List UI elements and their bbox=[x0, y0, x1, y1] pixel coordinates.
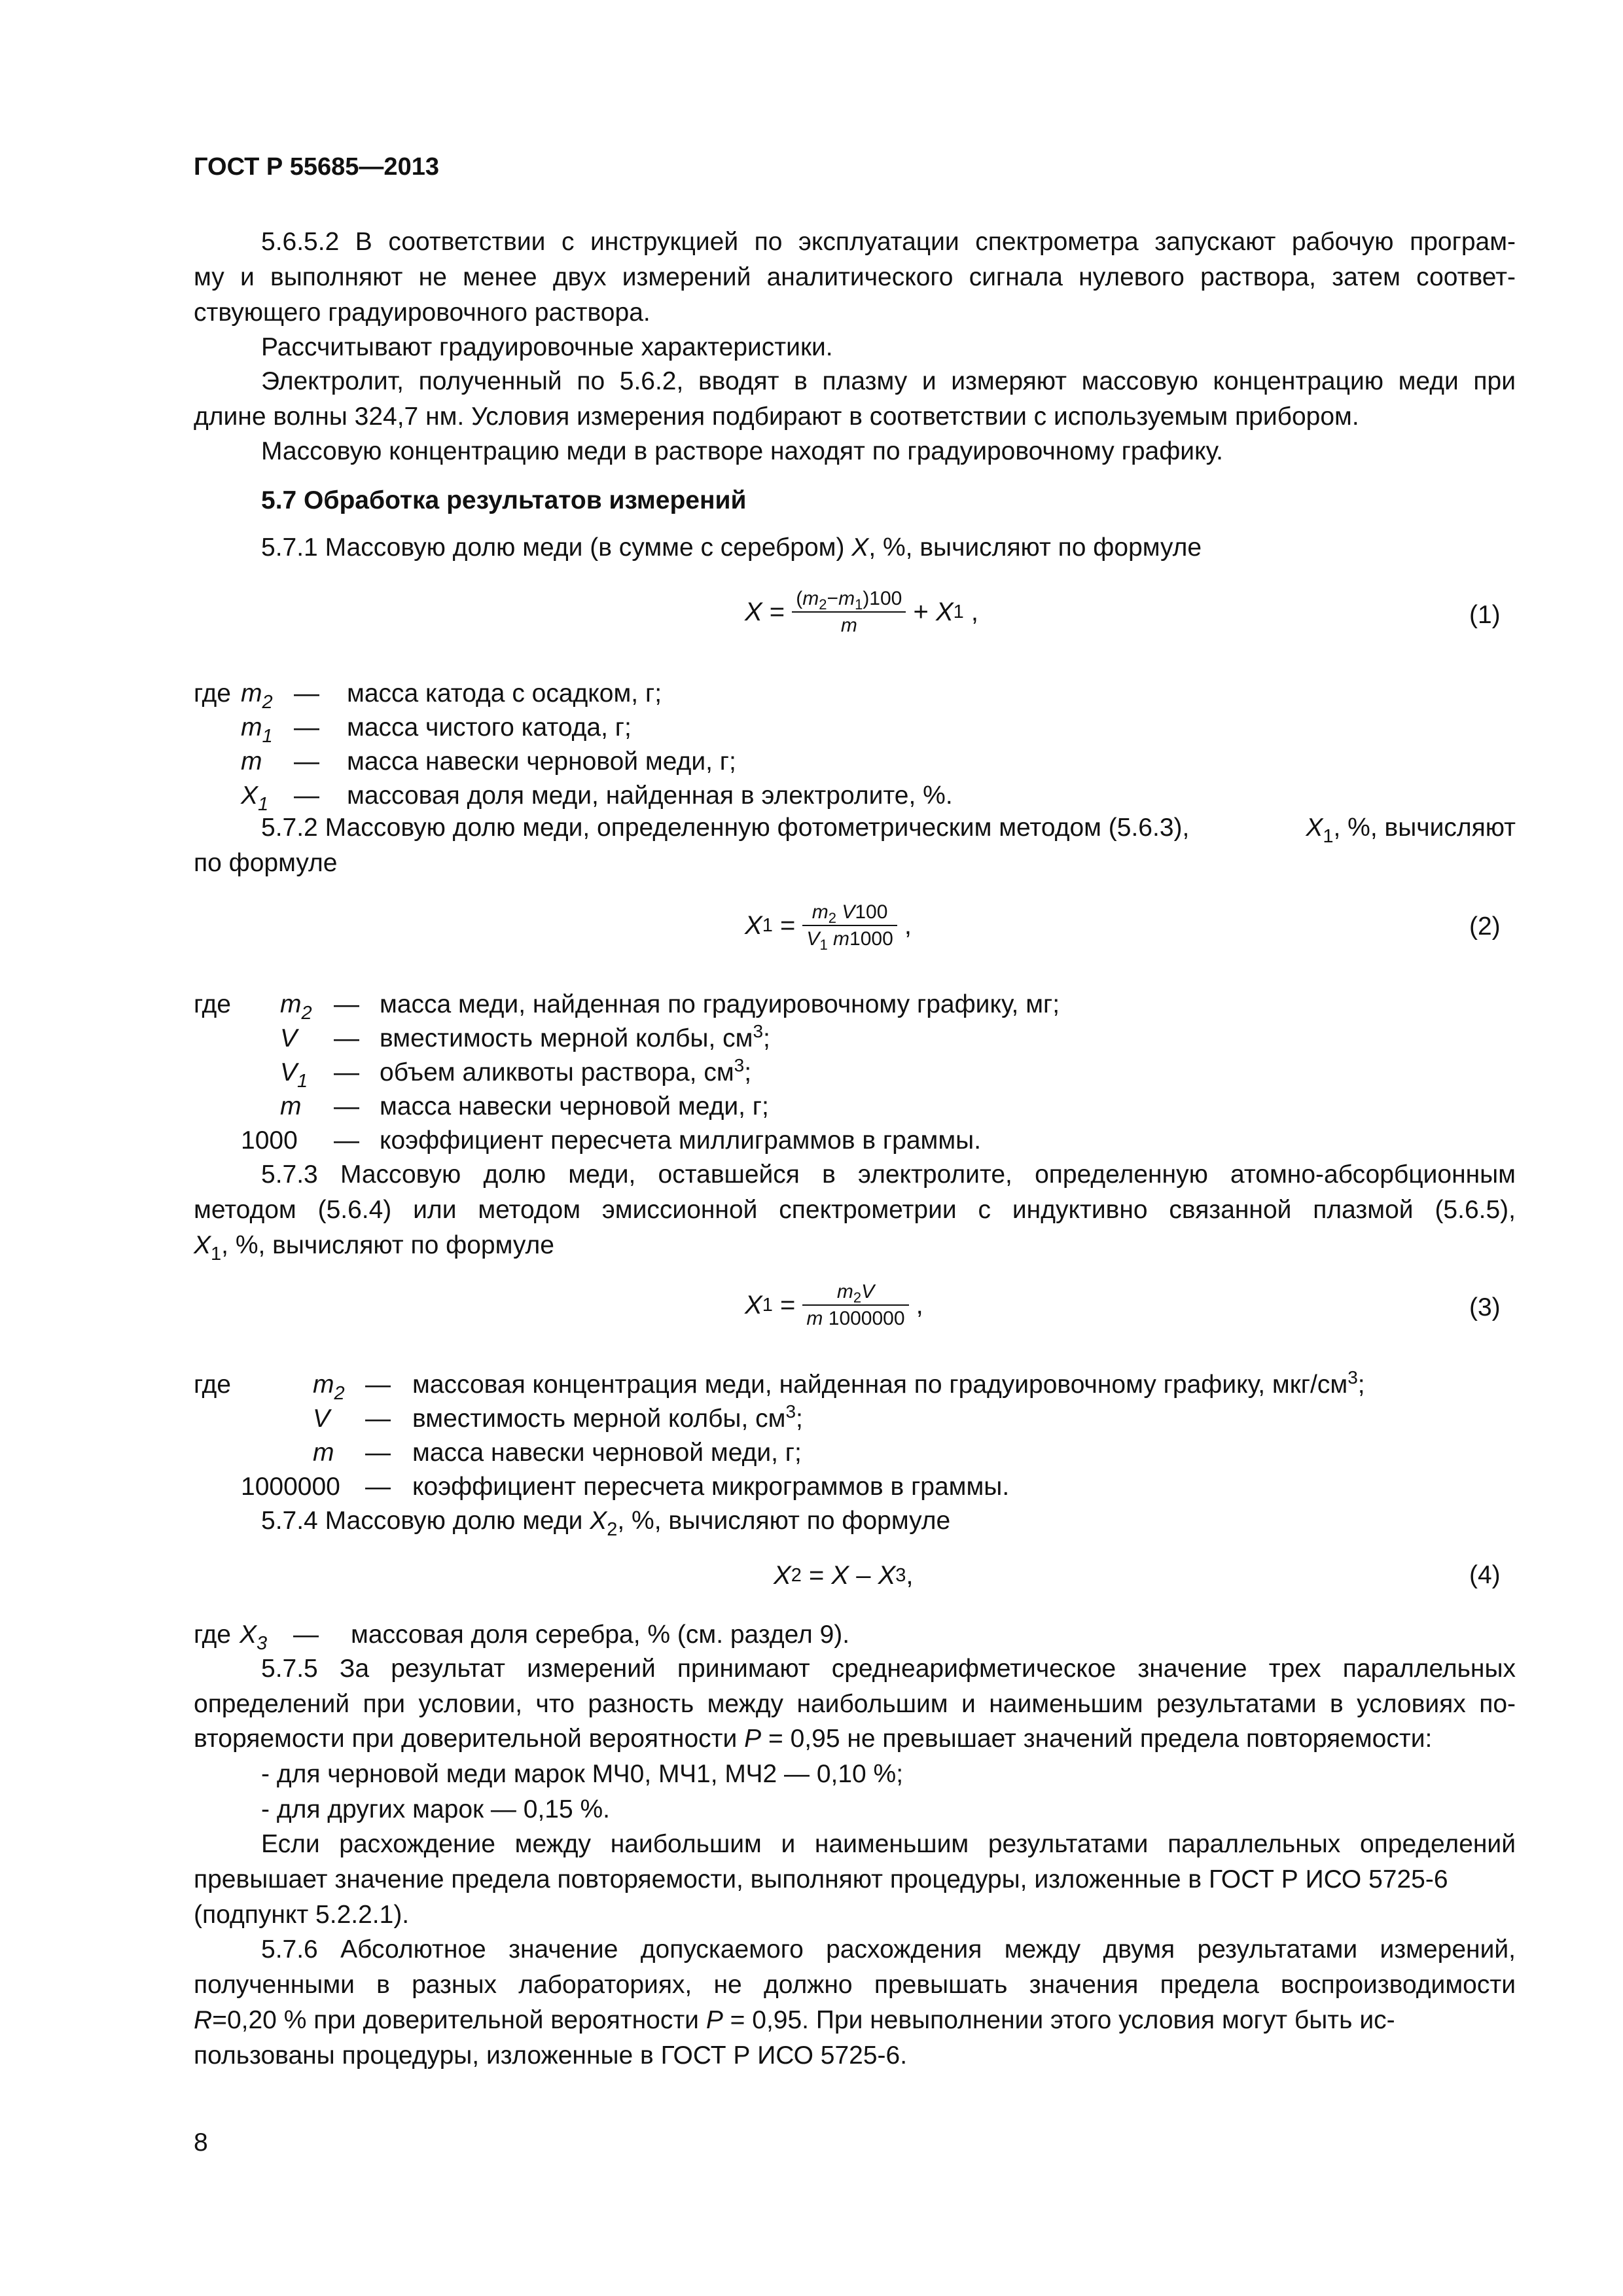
text-line: 5.7.2 Массовую долю меди, определенную фотометрическим методом (5.6.3), $X_1$, %, вычисляют bbox=[261, 814, 1516, 847]
text-line: R=0,20 % при доверительной вероятности P = 0,95. При невыполнении этого условия могут быть ис- bbox=[194, 2006, 1395, 2034]
definition: вместимость мерной колбы, $см^3$; bbox=[380, 1021, 770, 1052]
text-line: 5.7.6 Абсолютное значение допускаемого расхождения между двумя результатами измерений, bbox=[261, 1935, 1516, 1964]
document-code: ГОСТ Р 55685—2013 bbox=[194, 153, 439, 181]
definition: масса меди, найденная по градуировочному графику, мг; bbox=[380, 990, 1060, 1018]
text-line: Рассчитывают градуировочные характеристики. bbox=[261, 333, 833, 361]
text-line: 5.7.4 Массовую долю меди $X_2$, %, вычисляют по формуле bbox=[261, 1507, 951, 1540]
text-line: Если расхождение между наибольшим и наименьшим результатами параллельных определений bbox=[261, 1830, 1516, 1858]
symbol: $m_2$ bbox=[313, 1371, 345, 1404]
text-line: (подпункт 5.2.2.1). bbox=[194, 1901, 410, 1929]
symbol: $m_1$ bbox=[241, 713, 273, 747]
text-line: полученными в разных лабораториях, не должно превышать значения предела воспроизводимости bbox=[194, 1971, 1516, 1999]
page-number: 8 bbox=[194, 2128, 208, 2157]
symbol: $V_1$ bbox=[280, 1058, 308, 1092]
formula-4: X 2 = X – X 3 , bbox=[774, 1561, 914, 1590]
text-line: по формуле bbox=[194, 849, 338, 877]
dash: — bbox=[334, 1126, 359, 1155]
dash: — bbox=[334, 990, 359, 1018]
dash: — bbox=[294, 781, 319, 810]
symbol: m bbox=[280, 1092, 302, 1121]
formula-1: X = $\frac{(m_2-m_1)100}{m}$ + X 1 , bbox=[745, 588, 979, 636]
symbol: $X_1$ bbox=[241, 781, 269, 815]
symbol: $m_2$ bbox=[241, 679, 273, 713]
dash: — bbox=[293, 1621, 319, 1649]
symbol: $m_2$ bbox=[280, 990, 312, 1024]
definition: масса навески черновой меди, г; bbox=[412, 1439, 802, 1467]
definition: массовая концентрация меди, найденная по градуировочному графику, мкг/$см^3$; bbox=[412, 1367, 1365, 1399]
definition: масса чистого катода, г; bbox=[347, 713, 632, 742]
text-line: Массовую концентрацию меди в растворе находят по градуировочному графику. bbox=[261, 437, 1224, 465]
text-line: 5.6.5.2 В соответствии с инструкцией по эксплуатации спектрометра запускают рабочую програм- bbox=[261, 228, 1516, 256]
equation-number: (4) bbox=[1469, 1561, 1501, 1589]
equation-number: (2) bbox=[1469, 912, 1501, 941]
text-line: - для черновой меди марок МЧ0, МЧ1, МЧ2 — 0,10 %; bbox=[261, 1760, 904, 1788]
symbol: V bbox=[280, 1024, 298, 1052]
text-line: пользованы процедуры, изложенные в ГОСТ Р ИСО 5725-6. bbox=[194, 2041, 908, 2070]
where-label: где bbox=[194, 679, 231, 708]
symbol: 1000000 bbox=[241, 1473, 340, 1501]
definition: масса катода с осадком, г; bbox=[347, 679, 662, 708]
dash: — bbox=[294, 747, 319, 776]
text-line: превышает значение предела повторяемости, выполняют процедуры, изложенные в ГОСТ Р ИСО 5725-6 bbox=[194, 1865, 1448, 1893]
dash: — bbox=[365, 1473, 391, 1501]
dash: — bbox=[365, 1371, 391, 1399]
text-line: ствующего градуировочного раствора. bbox=[194, 298, 651, 327]
symbol: $X_3$ bbox=[240, 1621, 268, 1654]
equation-number: (3) bbox=[1469, 1293, 1501, 1321]
dash: — bbox=[334, 1092, 359, 1121]
dash: — bbox=[334, 1024, 359, 1052]
dash: — bbox=[334, 1058, 359, 1086]
definition: массовая доля меди, найденная в электролите, %. bbox=[347, 781, 953, 810]
formula-2: X 1 = $\frac{m_2 V100}{V_1 m1000}$ , bbox=[745, 901, 912, 953]
text-line: 5.7.5 За результат измерений принимают среднеарифметическое значение трех параллельных bbox=[261, 1655, 1516, 1683]
where-label: где bbox=[194, 1371, 231, 1399]
symbol: m bbox=[241, 747, 262, 776]
where-label: где bbox=[194, 990, 231, 1018]
text-line: 5.7.3 Массовую долю меди, оставшейся в электролите, определенную атомно-абсорбционным bbox=[261, 1160, 1516, 1189]
symbol: V bbox=[313, 1405, 330, 1433]
dash: — bbox=[365, 1439, 391, 1467]
dash: — bbox=[294, 713, 319, 742]
text-line: определений при условии, что разность между наибольшим и наименьшим результатами в условиях по- bbox=[194, 1690, 1516, 1718]
definition: массовая доля серебра, % (см. раздел 9). bbox=[351, 1621, 850, 1649]
formula-3: X 1 = $\frac{m_2V}{m 1000000}$ , bbox=[745, 1281, 923, 1329]
text-line: Электролит, полученный по 5.6.2, вводят в плазму и измеряют массовую концентрацию меди при bbox=[261, 367, 1516, 395]
text-line: длине волны 324,7 нм. Условия измерения подбирают в соответствии с используемым прибором. bbox=[194, 403, 1359, 431]
where-label: где bbox=[194, 1621, 231, 1649]
dash: — bbox=[365, 1405, 391, 1433]
text-line: му и выполняют не менее двух измерений аналитического сигнала нулевого раствора, затем соответ- bbox=[194, 263, 1516, 291]
definition: масса навески черновой меди, г; bbox=[347, 747, 736, 776]
text-line: $X_1$, %, вычисляют по формуле bbox=[194, 1231, 554, 1265]
equation-number: (1) bbox=[1469, 601, 1501, 629]
dash: — bbox=[294, 679, 319, 708]
symbol: 1000 bbox=[241, 1126, 298, 1155]
text-line: 5.7.1 Массовую долю меди (в сумме с серебром) X, %, вычисляют по формуле bbox=[261, 533, 1202, 562]
definition: коэффициент пересчета микрограммов в граммы. bbox=[412, 1473, 1010, 1501]
text-line: - для других марок — 0,15 %. bbox=[261, 1795, 611, 1823]
definition: масса навески черновой меди, г; bbox=[380, 1092, 769, 1121]
definition: объем аликвоты раствора, $см^3$; bbox=[380, 1055, 752, 1086]
definition: коэффициент пересчета миллиграммов в граммы. bbox=[380, 1126, 982, 1155]
symbol: m bbox=[313, 1439, 334, 1467]
text-line: методом (5.6.4) или методом эмиссионной спектрометрии с индуктивно связанной плазмой (5.6.5), bbox=[194, 1196, 1516, 1224]
text-line: вторяемости при доверительной вероятности P = 0,95 не превышает значений предела повторяемости: bbox=[194, 1725, 1433, 1753]
definition: вместимость мерной колбы, $см^3$; bbox=[412, 1401, 803, 1433]
section-title: 5.7 Обработка результатов измерений bbox=[261, 486, 747, 514]
